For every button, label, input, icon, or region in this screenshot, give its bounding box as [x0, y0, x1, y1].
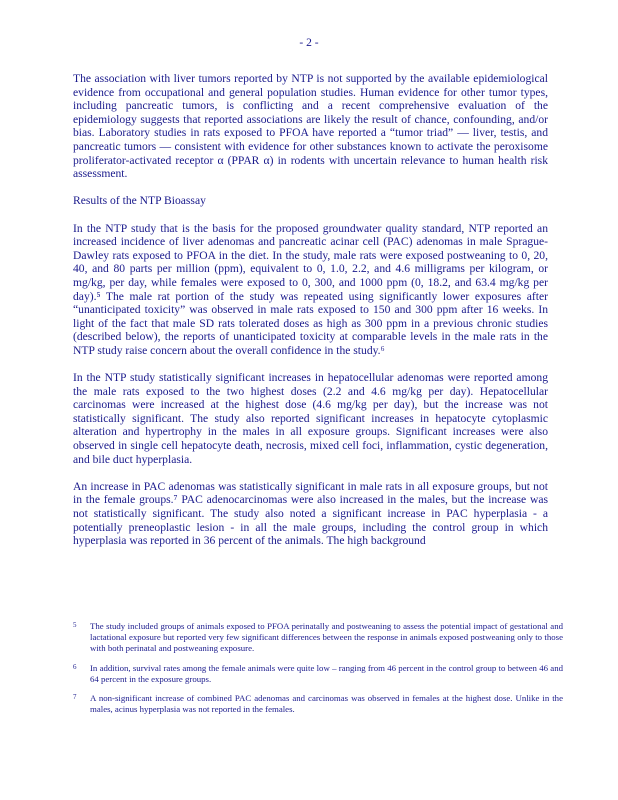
document-body	[73, 72, 548, 561]
paragraph-liver-tumors: The association with liver tumors reported by NTP is not supported by the available epidemiological evidence from occupational and general population studies. Human evidence for other tumor types, including pancreatic tumors, is conflicting and a recent comprehensive evaluation of the epidemiology suggests that reported associations are likely the result of chance, confounding, and/or bias. Laboratory studies in rats exposed to PFOA have reported a “tumor triad” — liver, testis, and pancreatic tumors — consistent with evidence for other substances known to activate the peroxisome proliferator-activated receptor α (PPAR α) in rodents with uncertain relevance to human health risk assessment.	[73, 72, 548, 181]
footnotes	[73, 621, 563, 723]
page-number: - 2 -	[299, 37, 319, 49]
footnote-text: In addition, survival rates among the female animals were quite low – ranging from 46 percent in the control group to between 46 and 64 percent in the exposure groups.	[90, 662, 563, 684]
paragraph-ntp-study: In the NTP study that is the basis for the proposed groundwater quality standard, NTP reported an increased incidence of liver adenomas and pancreatic acinar cell (PAC) adenomas in male Sprague-Dawley rats exposed to PFOA in the diet. In the study, male rats were exposed postweaning to 0, 20, 40, and 80 parts per million (ppm), equivalent to 0, 1.0, 2.2, and 4.6 milligrams per kilogram, or mg/kg, per day, while females were exposed to 0, 300, and 1000 ppm (0, 18.2, and 63.4 mg/kg per day).⁵ The male rat portion of the study was repeated using significantly lower exposures after “unanticipated toxicity” was observed in male rats exposed to 150 and 300 ppm after 16 weeks. In light of the fact that male SD rats tolerated doses as high as 300 ppm in a previous chronic studies (described below), the reports of unanticipated toxicity at comparable levels in the male rats in the NTP study raise concern about the overall confidence in the study.⁶	[73, 221, 548, 357]
footnote	[73, 663, 563, 685]
footnote	[73, 693, 563, 715]
section-heading: Results of the NTP Bioassay	[73, 194, 206, 208]
paragraph-hepatocellular: In the NTP study statistically significant increases in hepatocellular adenomas were reported among the male rats exposed to the two highest doses (2.2 and 4.6 mg/kg per day). Hepatocellular carcinomas were increased at the highest dose (4.6 mg/kg per day), but the increase was not statistically significant. The study also reported significant increases in hepatocyte cytoplasmic alteration and hypertrophy in the males in all exposure groups. Significant increases were also observed in single cell hepatocyte death, necrosis, mixed cell foci, inflammation, cystic degeneration, and bile duct hyperplasia.	[73, 371, 548, 466]
footnote-text: A non-significant increase of combined PAC adenomas and carcinomas was observed in females at the highest dose. Unlike in the males, acinus hyperplasia was not reported in the females.	[90, 693, 563, 715]
paragraph-pac-adenomas: An increase in PAC adenomas was statistically significant in male rats in all exposure groups, but not in the female groups.⁷ PAC adenocarcinomas were also increased in the males, but the increase was not statistically significant. The study also noted a significant increase in PAC hyperplasia - a potentially preneoplastic lesion - in all the male groups, including the control group in which hyperplasia was reported in 36 percent of the animals. The high background	[73, 479, 548, 548]
footnote	[73, 621, 563, 655]
footnote-number: 5	[73, 621, 77, 629]
footnote-number: 7	[73, 693, 77, 702]
footnote-number: 6	[73, 662, 77, 671]
footnote-text: The study included groups of animals exposed to PFOA perinatally and postweaning to assess the potential impact of gestational and lactational exposure but reported very few significant differences between the response in animals exposed postweaning only to those with both perinatal and postweaning exposure.	[90, 621, 563, 654]
